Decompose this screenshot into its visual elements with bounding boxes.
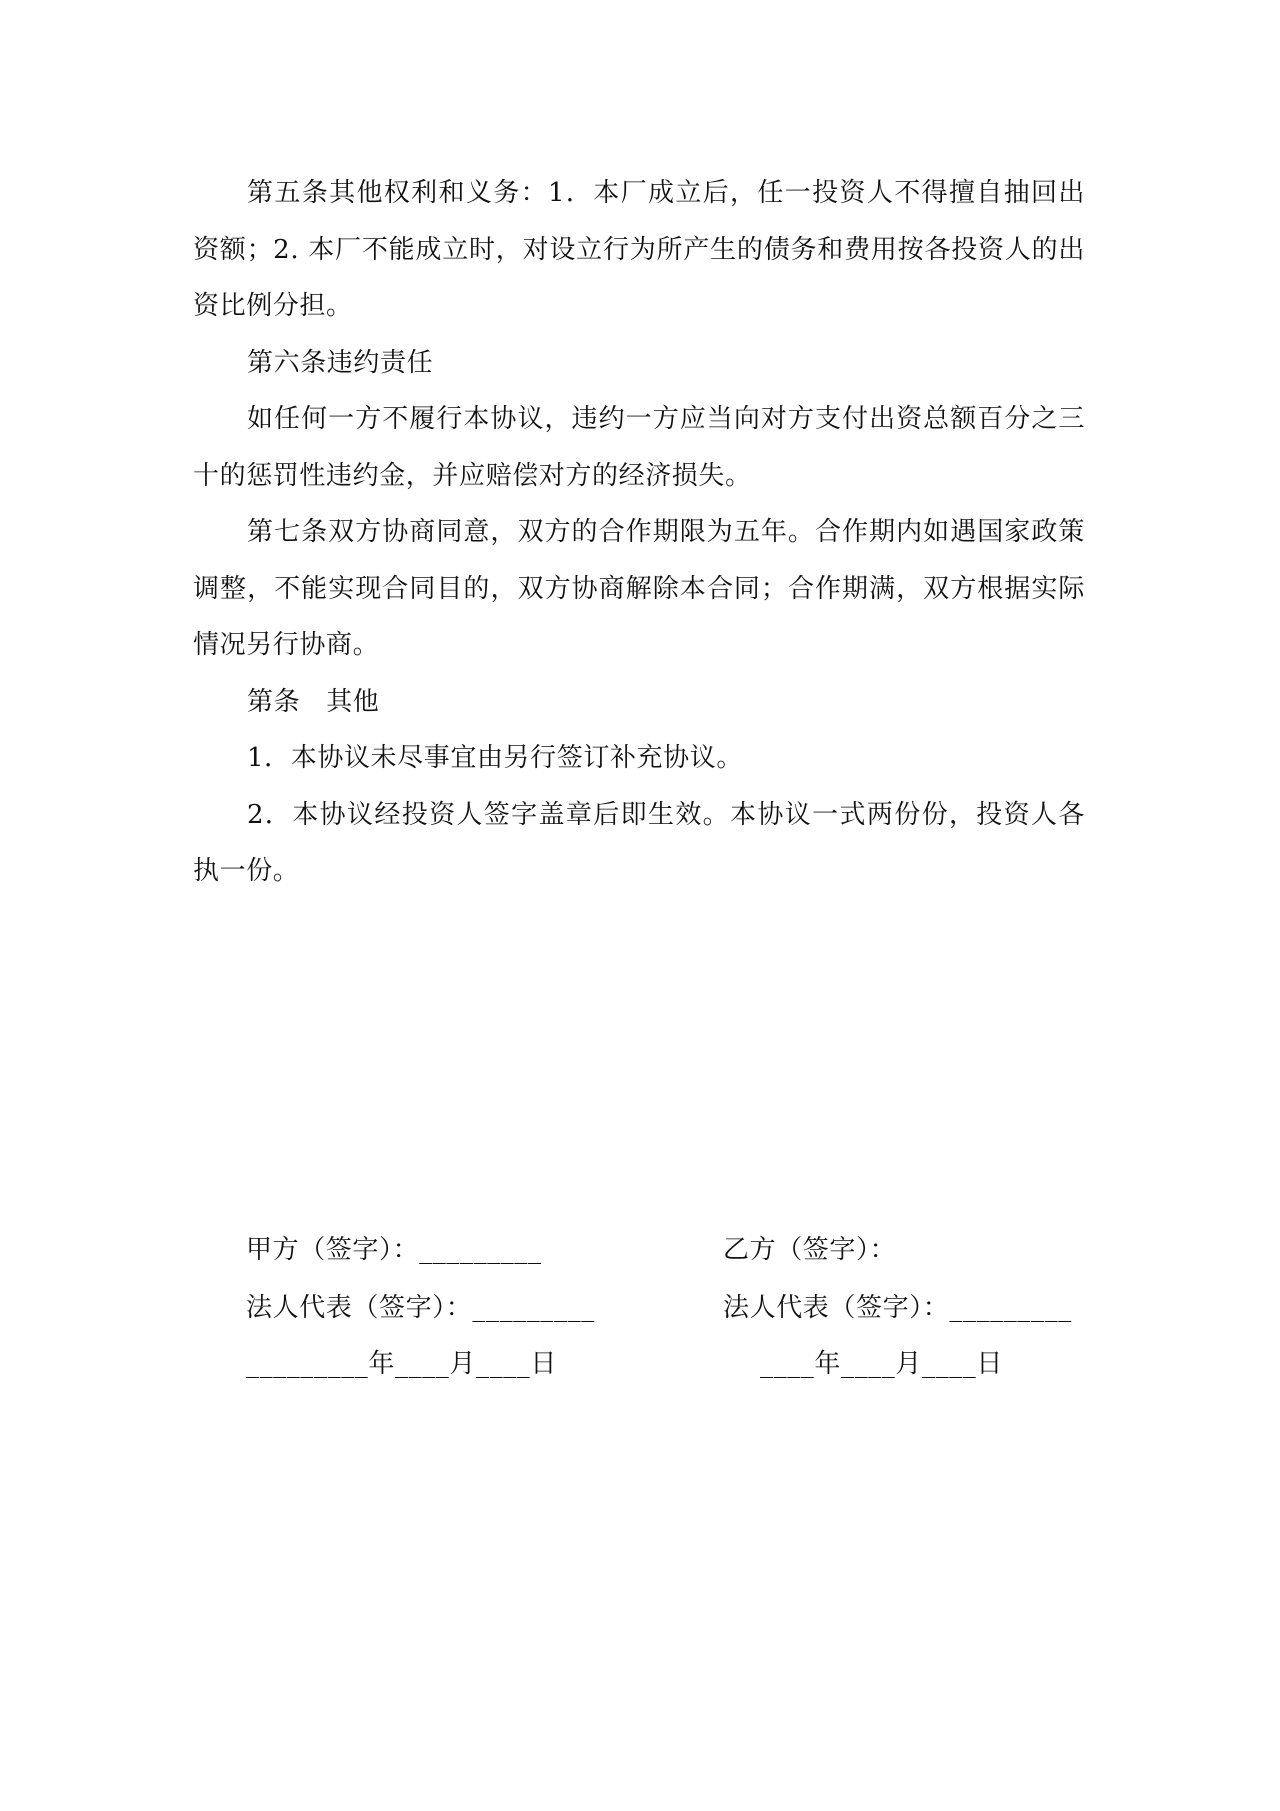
party-a-representative-signature: 法人代表（签字）：_________ xyxy=(246,1293,595,1323)
party-b-date: ____年____月____日 xyxy=(760,1349,1003,1379)
article-6-paragraph: 如任何一方不履行本协议，违约一方应当向对方支付出资总额百分之三十的惩罚性违约金，并应赔偿对方的经济损失。 xyxy=(193,404,1085,491)
party-b-signature: 乙方（签字）： xyxy=(723,1235,897,1265)
article-6-title: 第六条违约责任 xyxy=(247,347,434,378)
party-a-date: _________年____月____日 xyxy=(246,1349,557,1379)
party-a-signature: 甲方（签字）：_________ xyxy=(246,1235,542,1265)
party-b-representative-signature: 法人代表（签字）：_________ xyxy=(723,1293,1072,1323)
other-item-2: 2．本协议经投资人签字盖章后即生效。本协议一式两份份，投资人各执一份。 xyxy=(193,799,1085,886)
article-8-title-text: 其他 xyxy=(326,686,380,717)
article-8-title xyxy=(193,674,1085,731)
other-item-1: 1．本协议未尽事宜由另行签订补充协议。 xyxy=(247,743,743,773)
agreement-body xyxy=(193,165,1085,900)
article-7-paragraph: 第七条双方协商同意，双方的合作期限为五年。合作期内如遇国家政策调整，不能实现合同目的，双方协商解除本合同；合作期满，双方根据实际情况另行协商。 xyxy=(193,517,1085,660)
article-5-paragraph: 第五条其他权利和义务：1．本厂成立后，任一投资人不得擅自抽回出资额；2. 本厂不能成立时，对设立行为所产生的债务和费用按各投资人的出资比例分担。 xyxy=(193,178,1085,321)
article-8-title-number: 第条 xyxy=(247,686,301,717)
